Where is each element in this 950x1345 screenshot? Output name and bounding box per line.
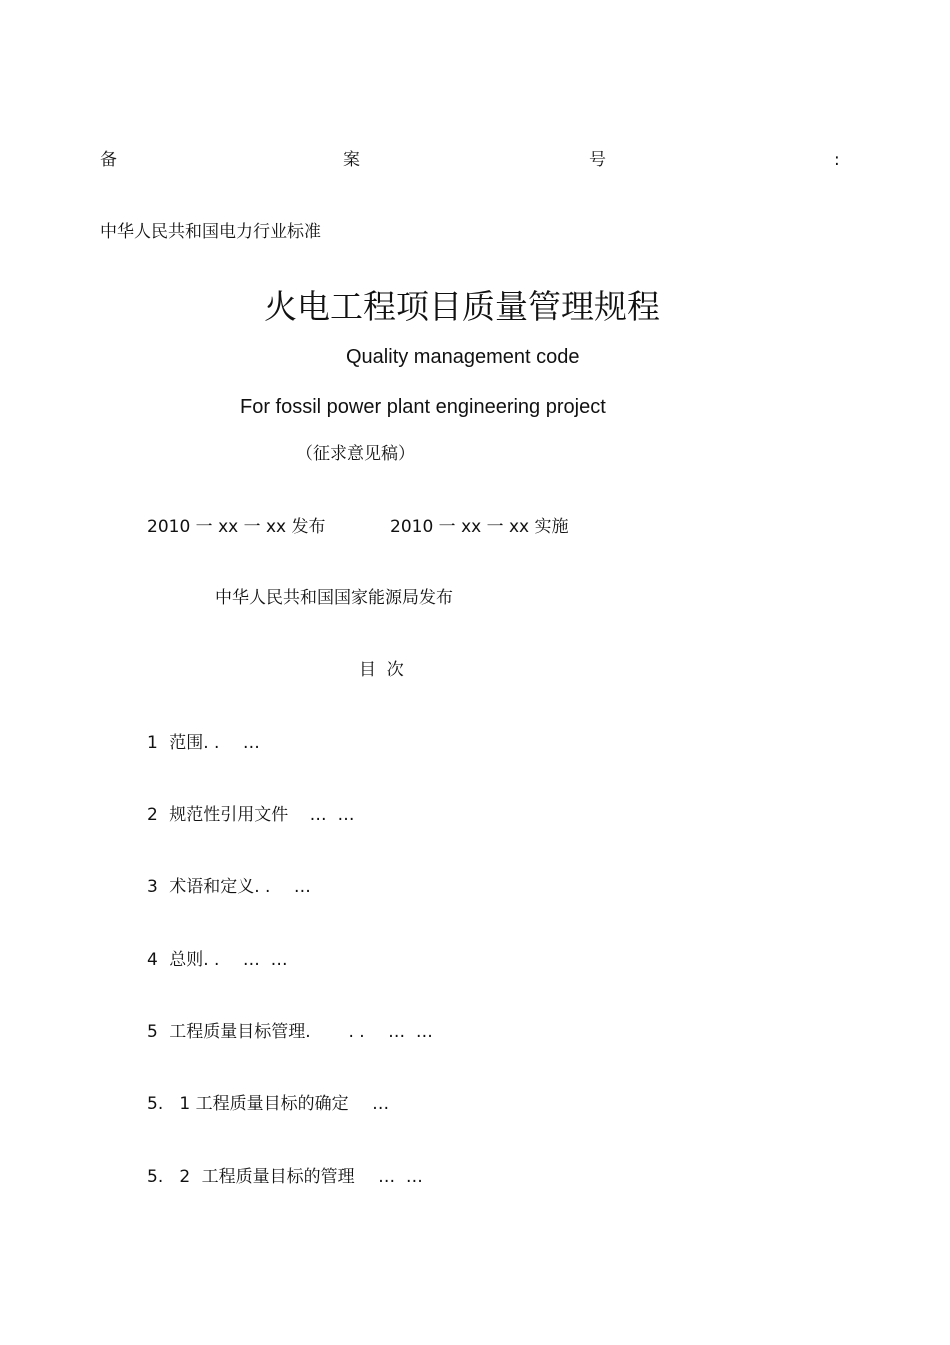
toc-item[interactable]: [147, 952, 288, 969]
toc-item-leader: … …: [388, 1022, 433, 1042]
toc-item-number: 5. 2: [147, 1167, 191, 1187]
toc-item-number: 1: [147, 733, 158, 753]
publish-date: 2010 一 xx 一 xx 发布: [147, 517, 326, 537]
record-char-1: 备: [100, 150, 117, 170]
toc-item-number: 5: [147, 1022, 158, 1042]
draft-note: （征求意见稿）: [296, 444, 415, 464]
toc-item-number: 2: [147, 805, 158, 825]
english-title-line-1: Quality management code: [346, 346, 580, 368]
record-char-3: 号: [589, 150, 606, 170]
toc-item[interactable]: [147, 1096, 389, 1113]
toc-item-leader: …: [372, 1094, 390, 1114]
toc-item[interactable]: [147, 807, 354, 824]
record-colon: :: [834, 150, 840, 170]
english-title-line-2: For fossil power plant engineering project: [240, 396, 606, 418]
toc-item[interactable]: [147, 1024, 433, 1041]
toc-item-leader: … …: [309, 805, 355, 825]
toc-item-label: 规范性引用文件: [169, 805, 289, 825]
toc-item-label: 术语和定义. .: [169, 877, 271, 897]
toc-item-label: 工程质量目标的确定: [195, 1094, 349, 1114]
toc-item-leader: … …: [378, 1167, 423, 1187]
toc-item-label: 总则. .: [169, 950, 220, 970]
toc-item-label: 范围. .: [169, 733, 220, 753]
toc-item-leader: … …: [242, 950, 288, 970]
toc-item[interactable]: [147, 735, 260, 752]
record-char-2: 案: [343, 150, 360, 170]
toc-item[interactable]: [147, 1169, 423, 1186]
toc-item-number: 4: [147, 950, 158, 970]
toc-item-number: 5. 1: [147, 1094, 191, 1114]
toc-item-label: 工程质量目标管理. . .: [169, 1022, 365, 1042]
industry-standard-label: 中华人民共和国电力行业标准: [100, 222, 321, 242]
toc-item[interactable]: [147, 879, 311, 896]
implement-date: 2010 一 xx 一 xx 实施: [390, 517, 569, 537]
toc-item-leader: …: [293, 877, 311, 897]
toc-heading: 目 次: [359, 660, 404, 680]
document-title: 火电工程项目质量管理规程: [264, 287, 660, 326]
toc-item-number: 3: [147, 877, 158, 897]
toc-item-leader: …: [242, 733, 260, 753]
toc-item-label: 工程质量目标的管理: [201, 1167, 355, 1187]
issuer-label: 中华人民共和国国家能源局发布: [215, 588, 453, 608]
